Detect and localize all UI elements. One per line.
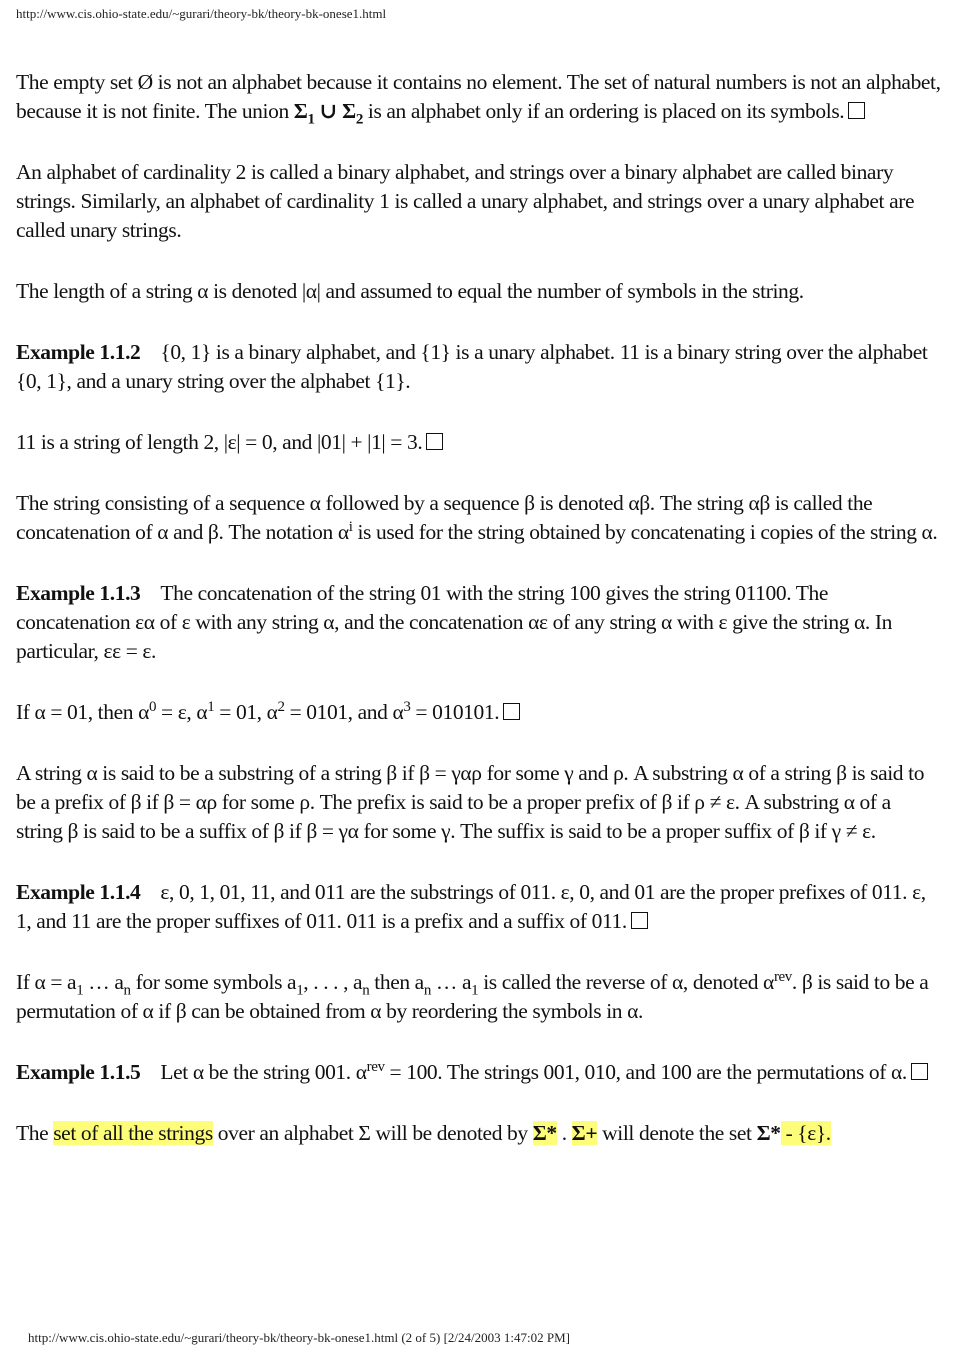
text: of a string α is denoted |α| and assumed to equal the number of symbols in the string.	[104, 279, 804, 303]
example-label: Example 1.1.4	[16, 880, 141, 904]
term-unary-alphabet: unary alphabet	[481, 189, 603, 213]
text: of α if β can be obtained from α by reordering the symbols in α.	[115, 999, 643, 1023]
text: then a	[369, 970, 424, 994]
text: … a	[83, 970, 124, 994]
superscript: 1	[207, 698, 215, 715]
sigma-star-symbol: Σ*	[756, 1121, 781, 1145]
text: The	[16, 279, 54, 303]
paragraph-binary-alphabet	[16, 158, 941, 245]
term-suffix: suffix	[199, 819, 247, 843]
text: If α = 01, then α	[16, 700, 149, 724]
end-of-example-box-icon	[911, 1063, 928, 1080]
sigma-plus-symbol: Σ+	[571, 1121, 598, 1145]
term-binary-alphabet: binary alphabet	[337, 160, 465, 184]
term-unary-strings: unary strings	[69, 218, 177, 242]
text: of α, denoted α	[644, 970, 774, 994]
paragraph-reverse	[16, 968, 941, 1026]
document-body	[16, 68, 941, 1148]
end-of-example-box-icon	[631, 912, 648, 929]
term-reverse: reverse	[585, 970, 645, 994]
text: … a	[430, 970, 472, 994]
text: of β if ρ ≠ ε. A substring α of a string β is said to be a	[16, 790, 891, 843]
text: over an alphabet Σ will be denoted by	[212, 1121, 533, 1145]
subscript: n	[123, 982, 131, 999]
text: , and strings over a binary alphabet are called	[464, 160, 841, 184]
term-permutation: permutation	[16, 999, 116, 1023]
superscript: 0	[148, 698, 157, 715]
paragraph-length	[16, 277, 941, 306]
text: of β if β = γα for some γ. The suffix is said to be a	[246, 819, 666, 843]
term-concatenation: concatenation	[16, 520, 131, 544]
example-1-1-4	[16, 878, 941, 936]
text: The	[16, 1121, 54, 1145]
subscript: 1	[76, 982, 84, 999]
term-binary-strings: binary strings	[16, 160, 894, 213]
example-1-1-2-continued	[16, 428, 941, 457]
paragraph-sigma-star	[16, 1119, 941, 1148]
end-of-example-box-icon	[503, 703, 520, 720]
text: Let α be the string 001. α	[160, 1060, 367, 1084]
term-length: length	[53, 279, 105, 303]
text: A string α is said to be a	[16, 761, 219, 785]
text: The empty set Ø is not an alphabet because it contains no element. The set of natural numbers is not an alphabet, because it is not finite. The union	[16, 70, 941, 123]
text: of β if β = αρ for some ρ. The prefix is said to be a	[103, 790, 527, 814]
subscript: 1	[296, 982, 304, 999]
superscript: 3	[403, 698, 411, 715]
text: .	[176, 218, 182, 242]
example-label: Example 1.1.5	[16, 1060, 141, 1084]
example-1-1-3	[16, 579, 941, 666]
term-proper-prefix: proper prefix	[526, 790, 635, 814]
paragraph-empty-set	[16, 68, 941, 126]
sigma-star-symbol: Σ*	[532, 1121, 557, 1145]
text: . β is said to be a	[791, 970, 929, 994]
text: is an alphabet only if an ordering is placed on its symbols.	[362, 99, 845, 123]
text: for some symbols a	[130, 970, 297, 994]
text: of β if γ ≠ ε.	[771, 819, 876, 843]
example-label: Example 1.1.3	[16, 581, 141, 605]
superscript: rev	[773, 968, 792, 985]
example-1-1-5	[16, 1058, 941, 1087]
end-of-example-box-icon	[426, 433, 443, 450]
text: = 010101.	[410, 700, 500, 724]
example-text: {0, 1} is a binary alphabet, and {1} is a unary alphabet. 11 is a binary string over the alphabet {0, 1}, and a unary string over the alphabet {1}.	[16, 340, 928, 393]
example-text: The concatenation of the string 01 with the string 100 gives the string 01100. The concatenation εα of ε with any string α, and the concatenation αε of any string α with ε give the string α. In particular, εε = ε.	[16, 581, 892, 663]
highlighted-text: set of all the strings	[53, 1121, 213, 1145]
term-proper-suffix: proper suffix	[665, 819, 772, 843]
subscript: 1	[471, 982, 479, 999]
example-1-1-3-powers	[16, 698, 941, 727]
text: = 0101, and α	[284, 700, 404, 724]
text: An alphabet of cardinality 2 is called a	[16, 160, 338, 184]
term-substring: substring	[218, 761, 294, 785]
text: . Similarly, an alphabet of cardinality 1 is called a	[70, 189, 481, 213]
text: = 100. The strings 001, 010, and 100 are the permutations of α.	[384, 1060, 907, 1084]
text: = ε, α	[156, 700, 208, 724]
superscript: 2	[277, 698, 285, 715]
text: is called the	[478, 970, 586, 994]
page-url-footer: http://www.cis.ohio-state.edu/~gurari/theory-bk/theory-bk-onese1.html (2 of 5) [2/24/2003 1:47:02 PM]	[28, 1330, 570, 1345]
example-text: ε, 0, 1, 01, 11, and 011 are the substrings of 011. ε, 0, and 01 are the proper prefixes of 011. ε, 1, and 11 are the proper suffixes of 011. 011 is a prefix and a suffix of 011.	[16, 880, 926, 933]
example-text: 11 is a string of length 2, |ε| = 0, and |01| + |1| = 3.	[16, 430, 423, 454]
superscript: i	[348, 518, 353, 535]
paragraph-substring	[16, 759, 941, 846]
example-1-1-2	[16, 338, 941, 396]
subscript: n	[362, 982, 370, 999]
text: is used for the string obtained by concatenating i copies of the string α.	[352, 520, 938, 544]
highlighted-text: - {ε}.	[780, 1121, 831, 1145]
paragraph-concatenation	[16, 489, 941, 547]
term-prefix: prefix	[54, 790, 104, 814]
example-label: Example 1.1.2	[16, 340, 141, 364]
superscript: rev	[366, 1058, 385, 1075]
subscript: n	[423, 982, 431, 999]
page-url-header: http://www.cis.ohio-state.edu/~gurari/theory-bk/theory-bk-onese1.html	[16, 6, 387, 21]
text: will denote the set	[597, 1121, 757, 1145]
text: of a string β if β = γαρ for some γ and ρ. A substring α of a string β is said to be a	[16, 761, 925, 814]
text: , . . . , a	[303, 970, 363, 994]
text: = 01, α	[214, 700, 278, 724]
text: of α and β. The notation α	[130, 520, 349, 544]
text: If α = a	[16, 970, 77, 994]
text: .	[556, 1121, 572, 1145]
end-of-example-box-icon	[848, 102, 865, 119]
text: The string consisting of a sequence α followed by a sequence β is denoted αβ. The string αβ is called the	[16, 491, 873, 515]
sigma-union: $\Sigma_1$ ∪ $\Sigma_2$	[293, 99, 363, 128]
text: , and strings over a unary alphabet are called	[16, 189, 915, 242]
